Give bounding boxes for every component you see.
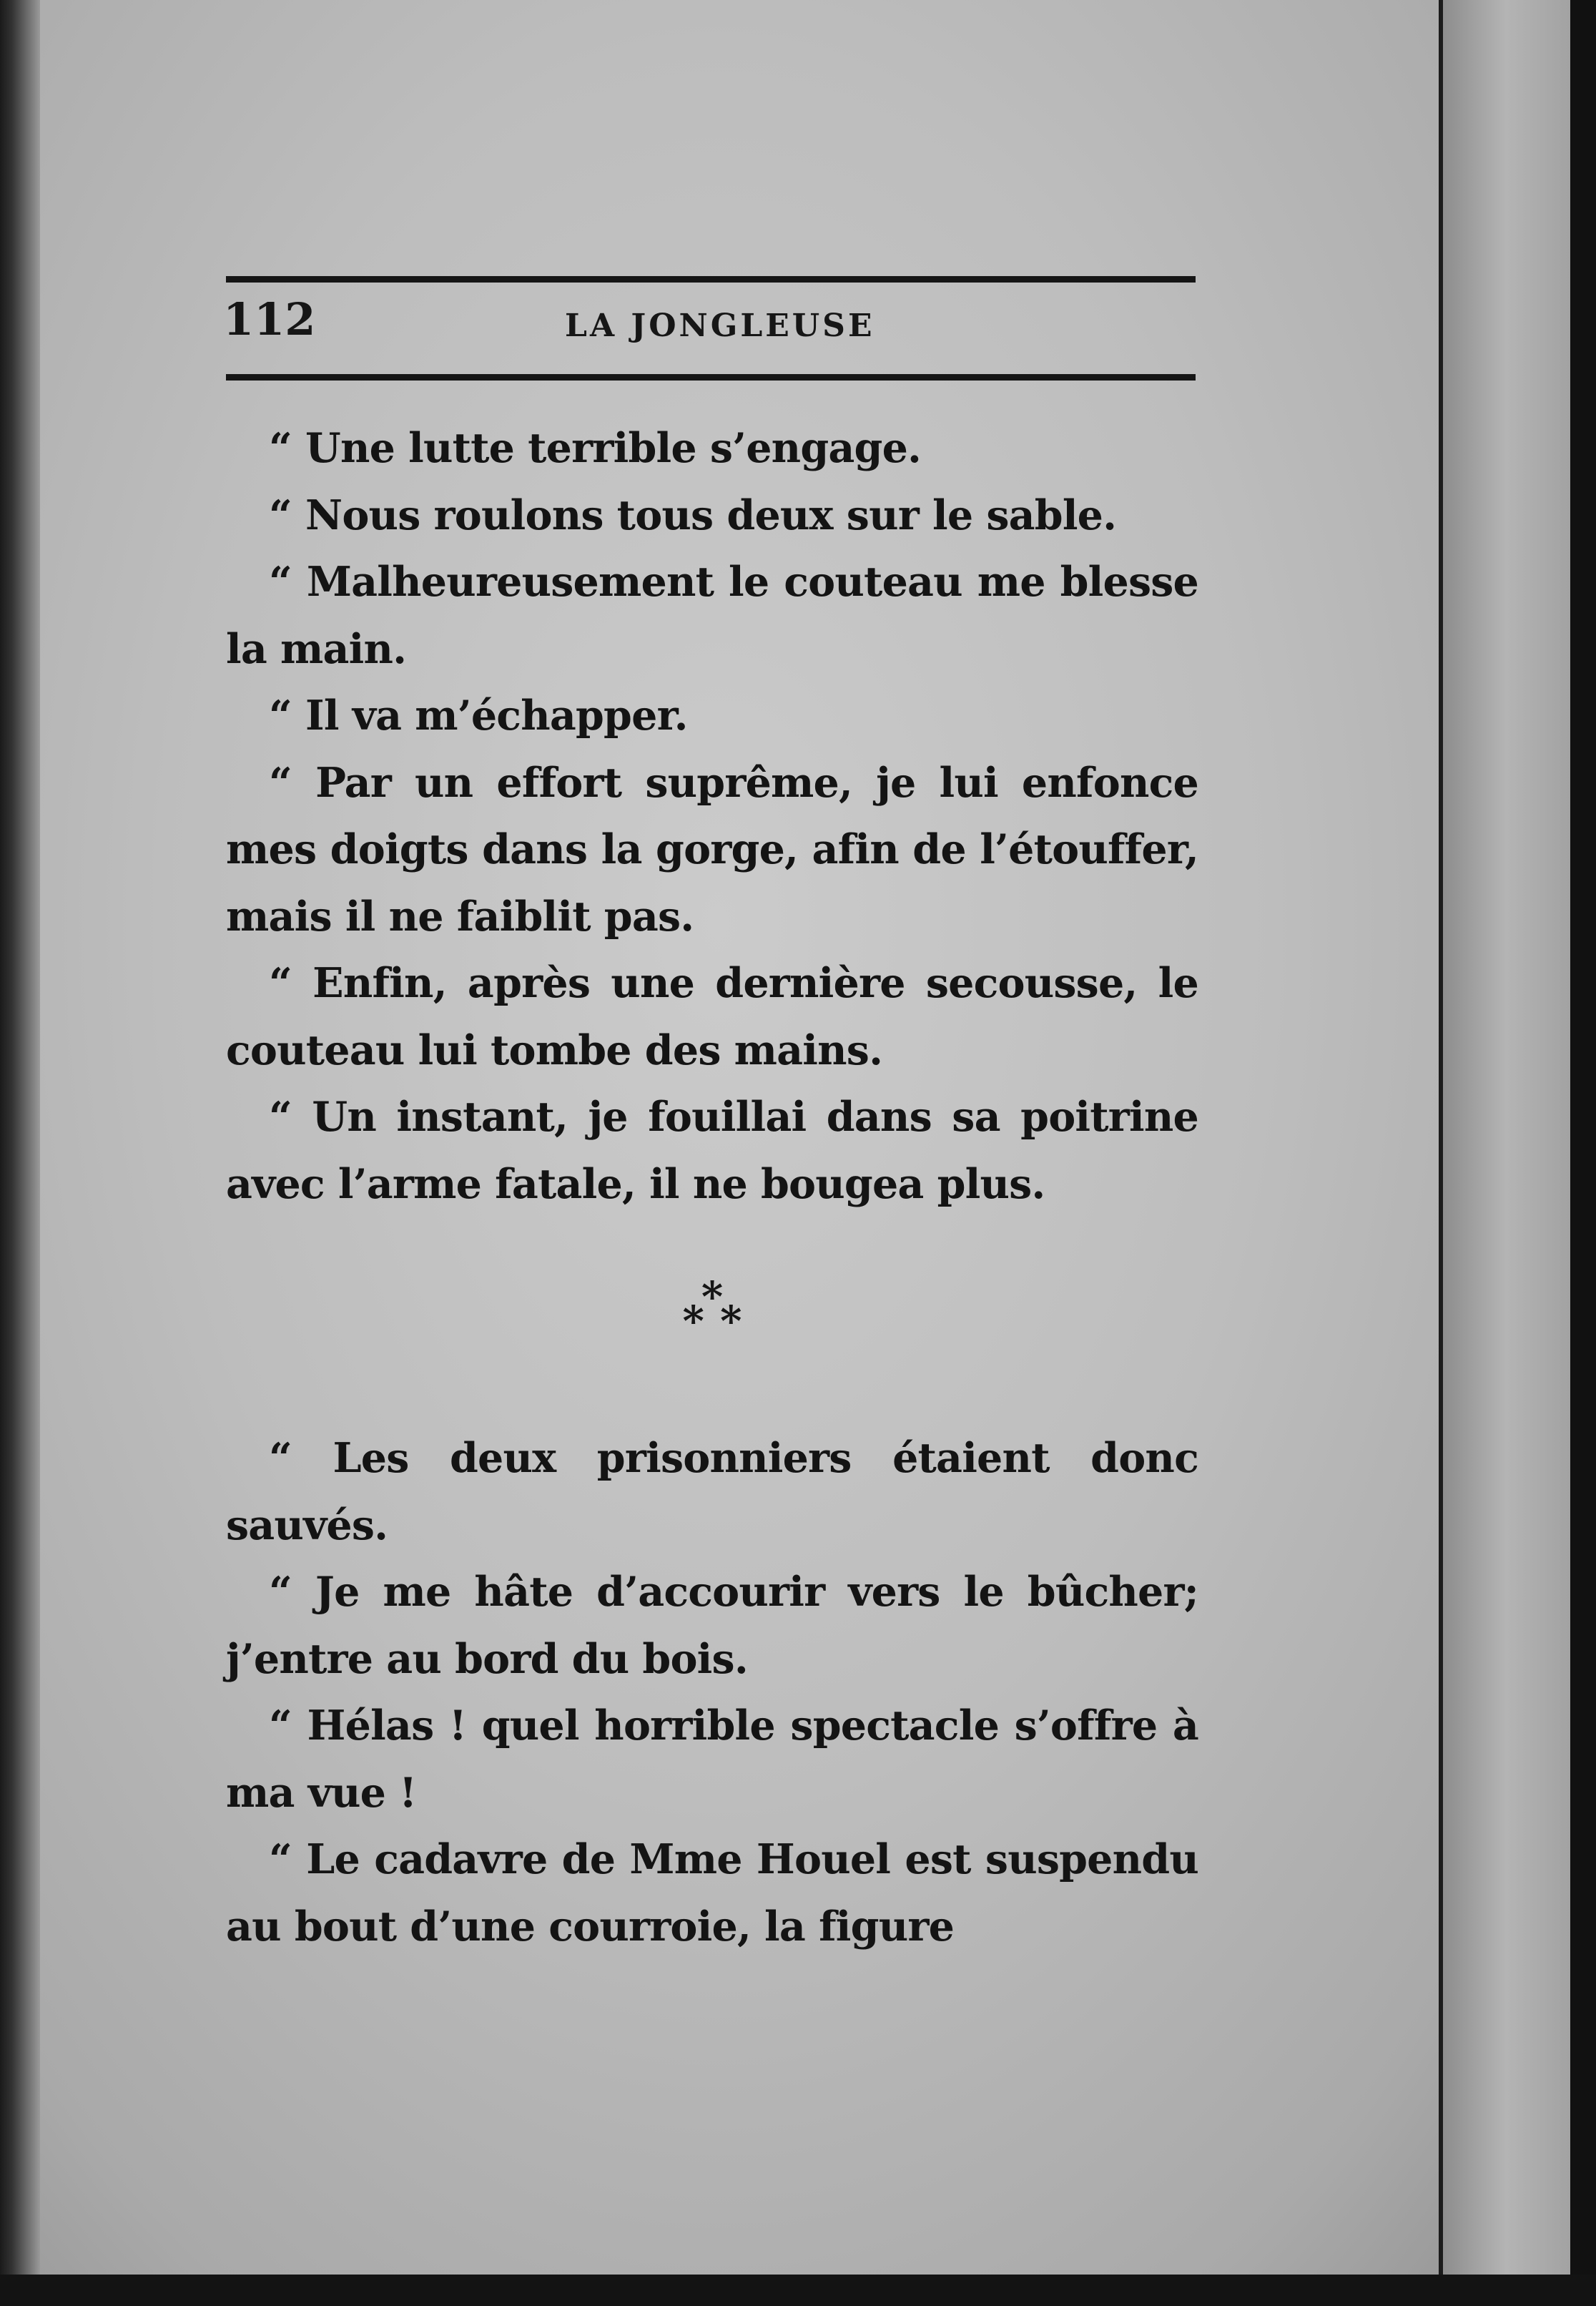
section-separator-asterism xyxy=(226,1217,1198,1425)
paragraph: “ Les deux prisonniers étaient donc sauvés. xyxy=(226,1434,1198,1549)
paragraph: “ Malheureusement le couteau me blesse la main. xyxy=(226,558,1198,673)
paragraph: “ Hélas ! quel horrible spectacle s’offre à ma vue ! xyxy=(226,1702,1198,1817)
paragraph: “ Par un effort suprême, je lui enfonce mes doigts dans la gorge, afin de l’étouffer, mais il ne faiblit pas. xyxy=(226,758,1198,941)
paragraph: “ Il va m’échapper. xyxy=(269,692,688,740)
scan-border-bottom xyxy=(0,2275,1596,2306)
asterisk: * xyxy=(720,1297,742,1345)
asterisk: * xyxy=(701,1272,724,1321)
page-number: 112 xyxy=(223,293,316,345)
paragraph: “ Le cadavre de Mme Houel est suspendu au bout d’une courroie, la figure xyxy=(226,1835,1198,1951)
book-spine-shadow xyxy=(0,0,40,2306)
paragraph: “ Un instant, je fouillai dans sa poitrine avec l’arme fatale, il ne bougea plus. xyxy=(226,1093,1198,1208)
paragraph: “ Nous roulons tous deux sur le sable. xyxy=(269,491,1117,539)
paragraph: “ Enfin, après une dernière secousse, le couteau lui tombe des mains. xyxy=(226,959,1198,1074)
paragraph: “ Je me hâte d’accourir vers le bûcher; j’entre au bord du bois. xyxy=(226,1568,1198,1683)
header-rule-bottom xyxy=(226,374,1196,381)
running-title: LA JONGLEUSE xyxy=(565,308,875,344)
paragraph: “ Une lutte terrible s’engage. xyxy=(269,424,922,472)
header-rule-top xyxy=(226,276,1196,283)
asterisk: * xyxy=(682,1297,704,1345)
scan-border-right xyxy=(1570,0,1596,2306)
body-text xyxy=(226,415,1198,1960)
